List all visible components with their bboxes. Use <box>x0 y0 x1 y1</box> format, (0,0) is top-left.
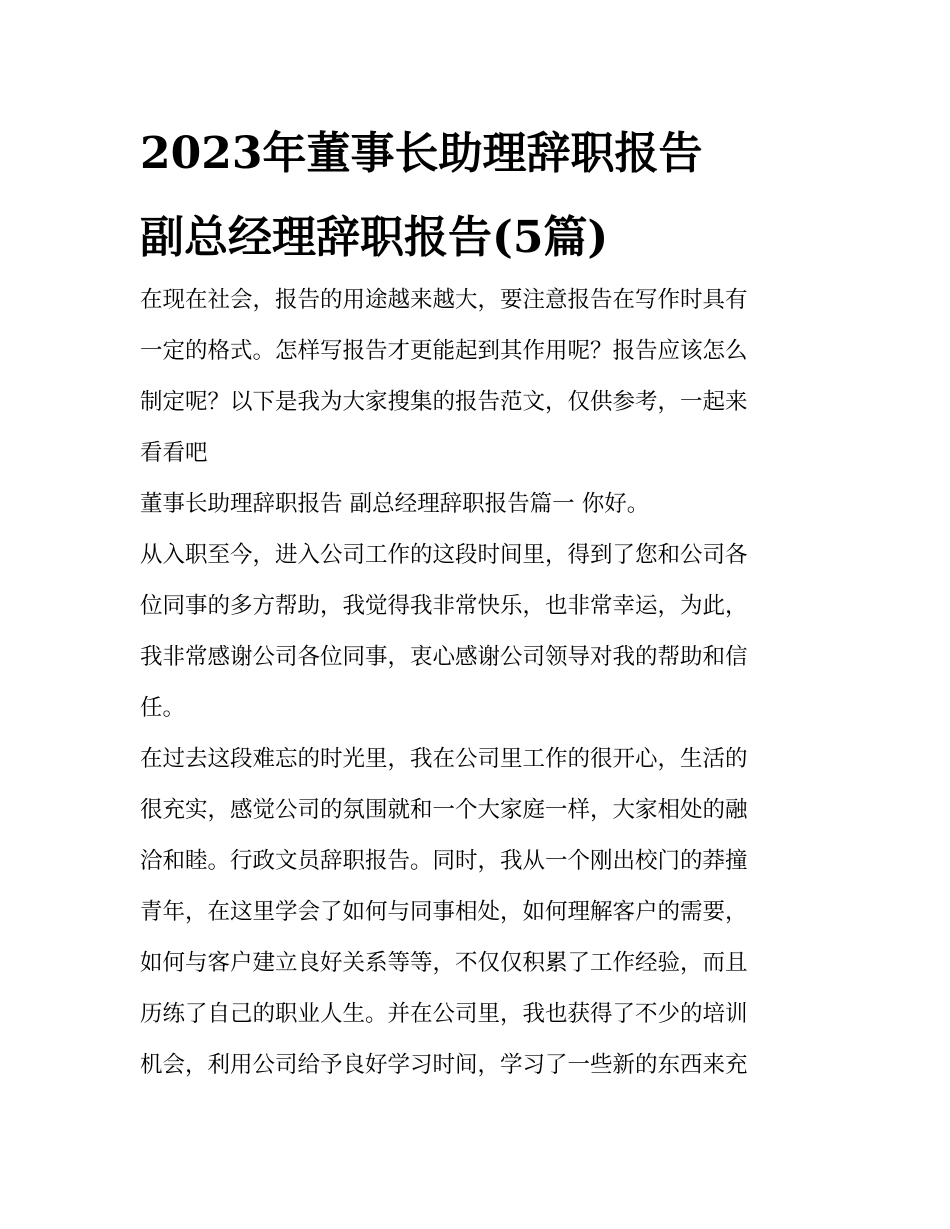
text-line: 看看吧 <box>140 440 208 466</box>
paragraph-memories <box>140 734 820 1091</box>
text-line: 历练了自己的职业人生。并在公司里，我也获得了不少的培训 <box>140 1001 748 1027</box>
text-line: 制定呢？以下是我为大家搜集的报告范文，仅供参考，一起来 <box>140 389 748 415</box>
text-line: 洽和睦。行政文员辞职报告。同时，我从一个刚出校门的莽撞 <box>140 848 748 874</box>
document-title <box>140 112 840 280</box>
text-line: 一定的格式。怎样写报告才更能起到其作用呢？报告应该怎么 <box>140 338 748 364</box>
paragraph-intro <box>140 275 820 479</box>
text-line: 从入职至今，进入公司工作的这段时间里，得到了您和公司各 <box>140 542 748 568</box>
text-line: 我非常感谢公司各位同事，衷心感谢公司领导对我的帮助和信 <box>140 644 748 670</box>
document-body <box>140 275 820 1091</box>
text-line: 任。 <box>140 695 186 721</box>
text-line: 很充实，感觉公司的氛围就和一个大家庭一样，大家相处的融 <box>140 797 748 823</box>
paragraph-heading <box>140 479 820 530</box>
text-line: 机会，利用公司给予良好学习时间，学习了一些新的东西来充 <box>140 1052 748 1078</box>
text-line: 青年，在这里学会了如何与同事相处，如何理解客户的需要， <box>140 899 748 925</box>
text-line: 董事长助理辞职报告 副总经理辞职报告篇一 你好。 <box>140 491 650 517</box>
title-line-2: 副总经理辞职报告(5篇) <box>140 212 609 263</box>
text-line: 位同事的多方帮助，我觉得我非常快乐，也非常幸运，为此， <box>140 593 748 619</box>
text-line: 在过去这段难忘的时光里，我在公司里工作的很开心，生活的 <box>140 746 748 772</box>
text-line: 如何与客户建立良好关系等等，不仅仅积累了工作经验，而且 <box>140 950 748 976</box>
paragraph-thanks <box>140 530 820 734</box>
text-line: 在现在社会，报告的用途越来越大，要注意报告在写作时具有 <box>140 287 748 313</box>
title-line-1: 2023年董事长助理辞职报告 <box>140 128 703 179</box>
